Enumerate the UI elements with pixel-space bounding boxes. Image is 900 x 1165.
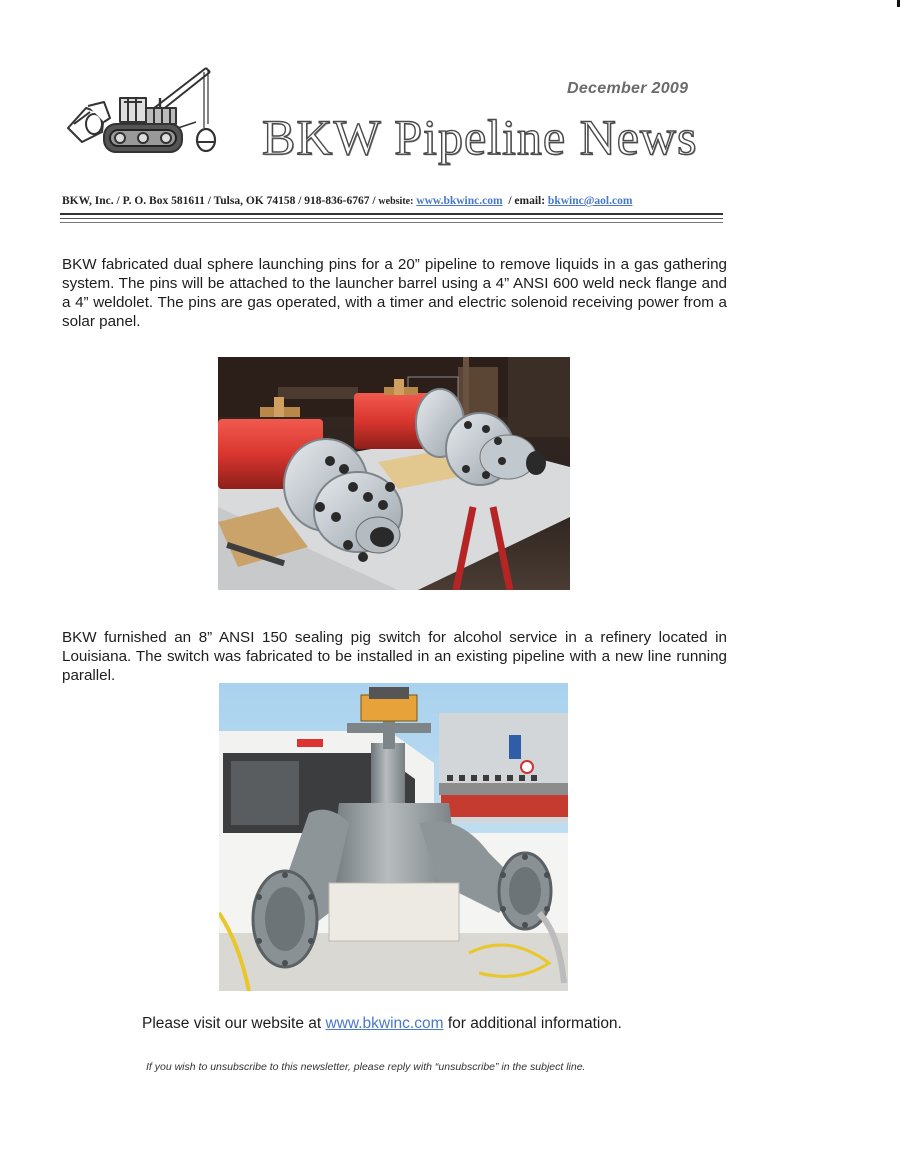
launching-pins-photo [218, 357, 570, 590]
website-label: website: [378, 196, 414, 207]
unsubscribe-note: If you wish to unsubscribe to this newsletter, please reply with “unsubscribe” in the subject line. [146, 1061, 586, 1073]
contact-website-link[interactable]: www.bkwinc.com [416, 195, 503, 207]
contact-line [62, 195, 722, 207]
pig-switch-photo [219, 683, 568, 991]
contact-email-link[interactable]: bkwinc@aol.com [547, 195, 633, 207]
contact-address: BKW, Inc. / P. O. Box 581611 / Tulsa, OK 74158 / 918-836-6767 / [62, 195, 379, 207]
article-pig-switch: BKW furnished an 8” ANSI 150 sealing pig switch for alcohol service in a refinery located in Louisiana. The switch was fabricated to be installed in an existing pipeline with a new line running parallel. [62, 629, 727, 684]
article-launching-pins: BKW fabricated dual sphere launching pins for a 20” pipeline to remove liquids in a gas gathering system. The pins will be attached to the launcher barrel using a 4” ANSI 600 weld neck flange and a 4” weldolet. The pins are gas operated, with a timer and electric solenoid receiving power from a solar panel. [62, 256, 727, 330]
visit-website-link[interactable]: www.bkwinc.com [325, 1015, 444, 1032]
issue-date: December 2009 [567, 80, 689, 97]
visit-prefix: Please visit our website at [142, 1015, 326, 1032]
email-label: / email: [502, 195, 548, 207]
visit-suffix: for additional information. [443, 1015, 622, 1032]
header-rule-thick [60, 213, 723, 215]
newsletter-title: BKW Pipeline News [262, 109, 698, 165]
header-rule-mid [60, 218, 723, 219]
pipelayer-logo [64, 62, 226, 162]
visit-website-line [142, 1015, 622, 1033]
header-rule-thin [60, 222, 723, 223]
